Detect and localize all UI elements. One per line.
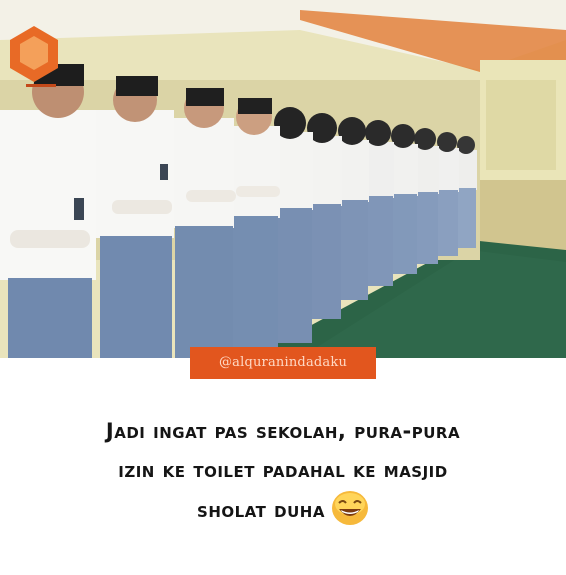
caption-line-3-text: sholat duha bbox=[197, 498, 325, 522]
watermark-tag: @alquranindadaku bbox=[190, 347, 376, 379]
caption-line-3 bbox=[0, 490, 566, 530]
caption-line-2: izin ke toilet padahal ke masjid bbox=[118, 458, 448, 482]
grinning-face-icon bbox=[331, 490, 369, 526]
caption-text bbox=[0, 412, 566, 530]
watermark-logo-icon bbox=[6, 22, 62, 92]
caption-line-1: Jadi ingat pas sekolah, pura-pura bbox=[105, 419, 461, 443]
